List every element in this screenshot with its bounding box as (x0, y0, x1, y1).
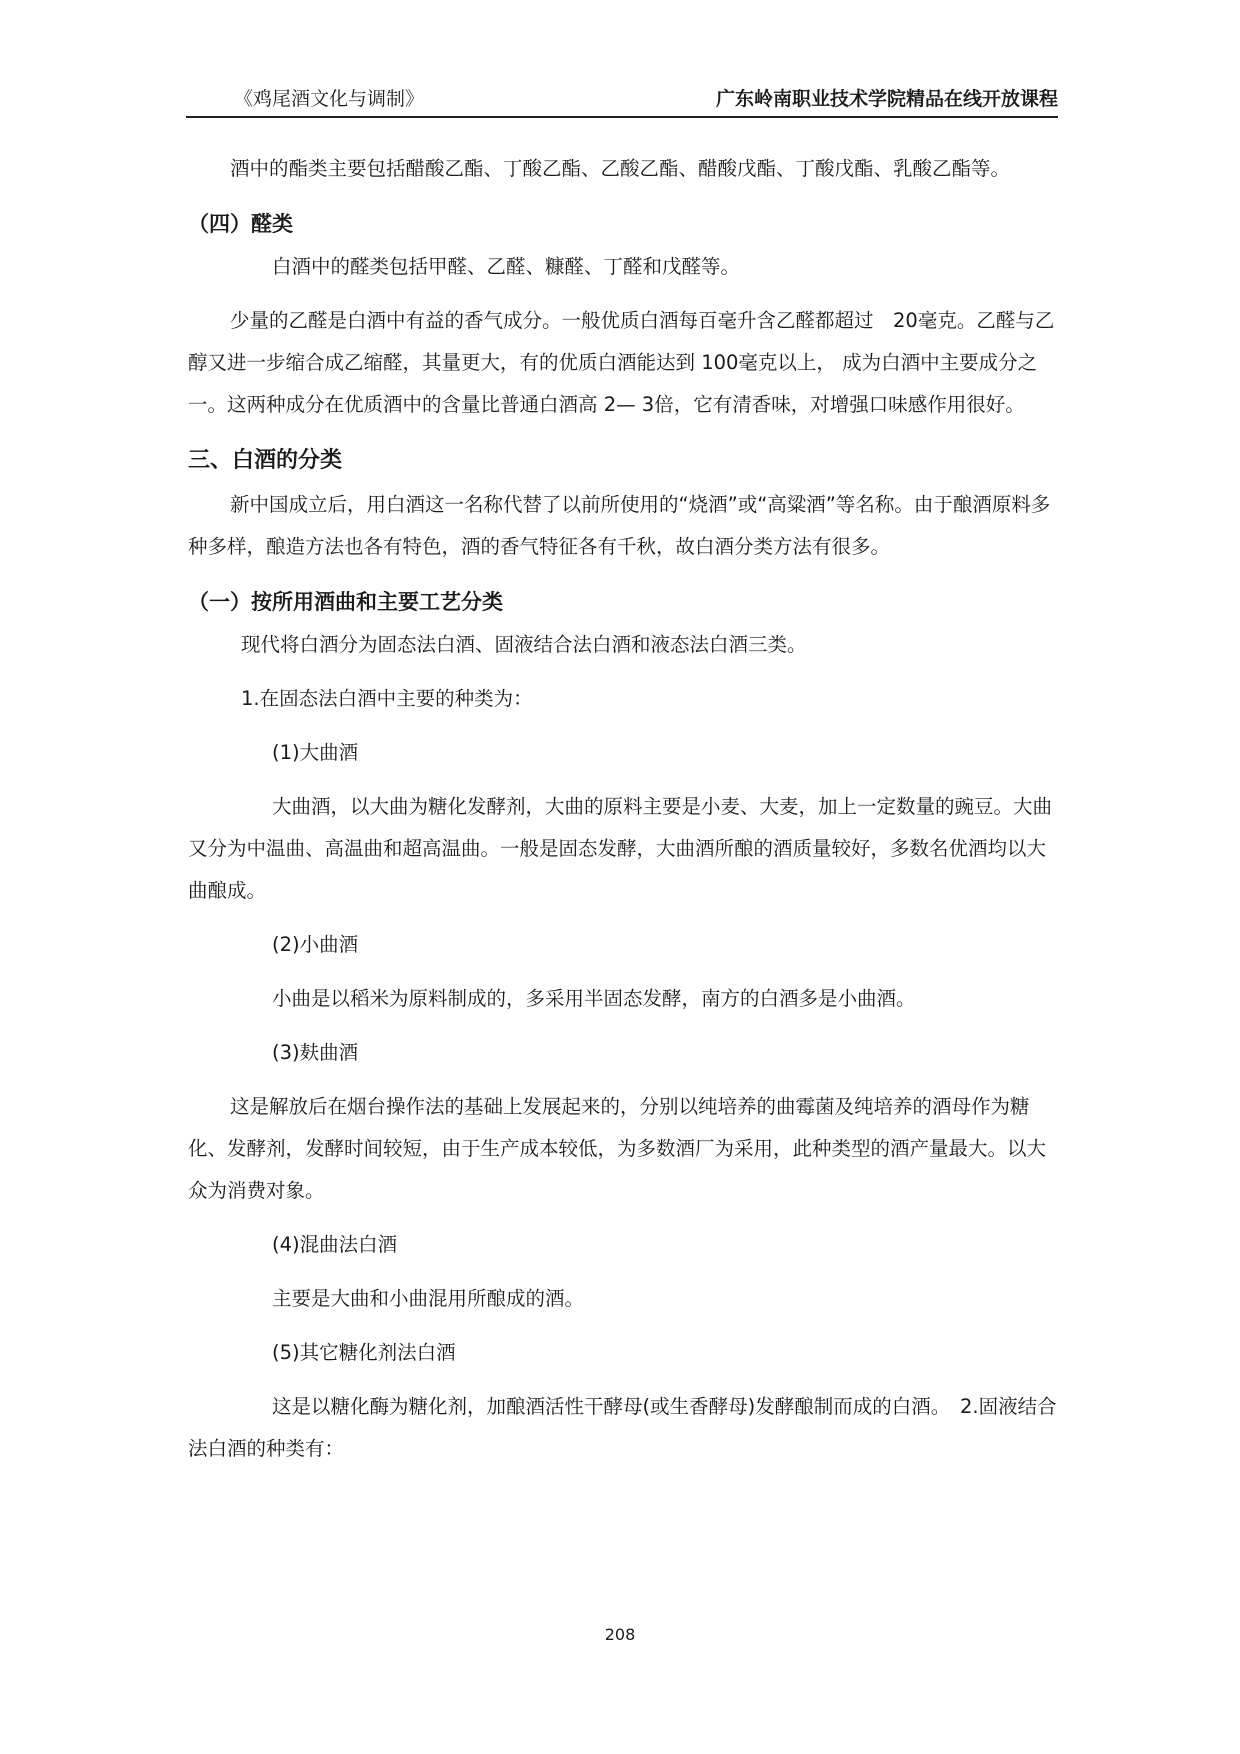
paragraph-aldehyde-types: 白酒中的醛类包括甲醛、乙醛、糠醛、丁醛和戊醛等。 (272, 255, 741, 278)
paragraph-solid-state-intro: 1.在固态法白酒中主要的种类为： (241, 687, 533, 710)
item-title-daqu: (1)大曲酒 (272, 741, 359, 764)
heading-baijiu-classification: 三、白酒的分类 (188, 448, 343, 473)
item-text-other-saccharifier: 这是以糖化酶为糖化剂，加酿酒活性干酵母(或生香酵母)发酵酿制而成的白酒。 2.固液结合法白酒的种类有： (188, 1395, 1057, 1460)
heading-by-qu-and-process: （一）按所用酒曲和主要工艺分类 (188, 590, 503, 614)
page-header (186, 86, 1058, 118)
paragraph-acetaldehyde: 少量的乙醛是白酒中有益的香气成分。一般优质白酒每百毫升含乙醛都超过 20毫克。乙醛与乙醇又进一步缩合成乙缩醛，其量更大，有的优质白酒能达到 100毫克以上， 成为白酒中主要成分之一。这两种成分在优质酒中的含量比普通白酒高 2— 3倍，它有清香味，对增强口味感作用很好。 (188, 309, 1055, 416)
paragraph-three-types: 现代将白酒分为固态法白酒、固液结合法白酒和液态法白酒三类。 (241, 633, 807, 656)
paragraph-esters: 酒中的酯类主要包括醋酸乙酯、丁酸乙酯、乙酸乙酯、醋酸戊酯、丁酸戊酯、乳酸乙酯等。 (230, 157, 1011, 180)
page-number: 208 (604, 1625, 636, 1644)
item-title-xiaoqu: (2)小曲酒 (272, 933, 359, 956)
heading-aldehydes: （四）醛类 (188, 212, 293, 236)
item-title-other-saccharifier: (5)其它糖化剂法白酒 (272, 1341, 456, 1364)
header-institution: 广东岭南职业技术学院精品在线开放课程 (715, 88, 1058, 110)
item-title-fuqu: (3)麸曲酒 (272, 1041, 359, 1064)
item-text-fuqu: 这是解放后在烟台操作法的基础上发展起来的，分别以纯培养的曲霉菌及纯培养的酒母作为糖化、发酵剂，发酵时间较短，由于生产成本较低，为多数酒厂为采用，此种类型的酒产量最大。以大众为消费对象。 (188, 1095, 1047, 1202)
document-body (188, 148, 1058, 1482)
paragraph-classification-intro: 新中国成立后，用白酒这一名称代替了以前所使用的“烧酒”或“高粱酒”等名称。由于酿酒原料多种多样，酿造方法也各有特色，酒的香气特征各有千秋，故白酒分类方法有很多。 (188, 493, 1051, 558)
item-title-mixed-qu: (4)混曲法白酒 (272, 1233, 398, 1256)
item-text-daqu: 大曲酒，以大曲为糖化发酵剂，大曲的原料主要是小麦、大麦，加上一定数量的豌豆。大曲又分为中温曲、高温曲和超高温曲。一般是固态发酵，大曲酒所酿的酒质量较好，多数名优酒均以大曲酿成。 (188, 795, 1053, 902)
header-course-title: 《鸡尾酒文化与调制》 (234, 88, 425, 110)
item-text-xiaoqu: 小曲是以稻米为原料制成的，多采用半固态发酵，南方的白酒多是小曲酒。 (272, 987, 916, 1010)
item-text-mixed-qu: 主要是大曲和小曲混用所酿成的酒。 (272, 1287, 585, 1310)
